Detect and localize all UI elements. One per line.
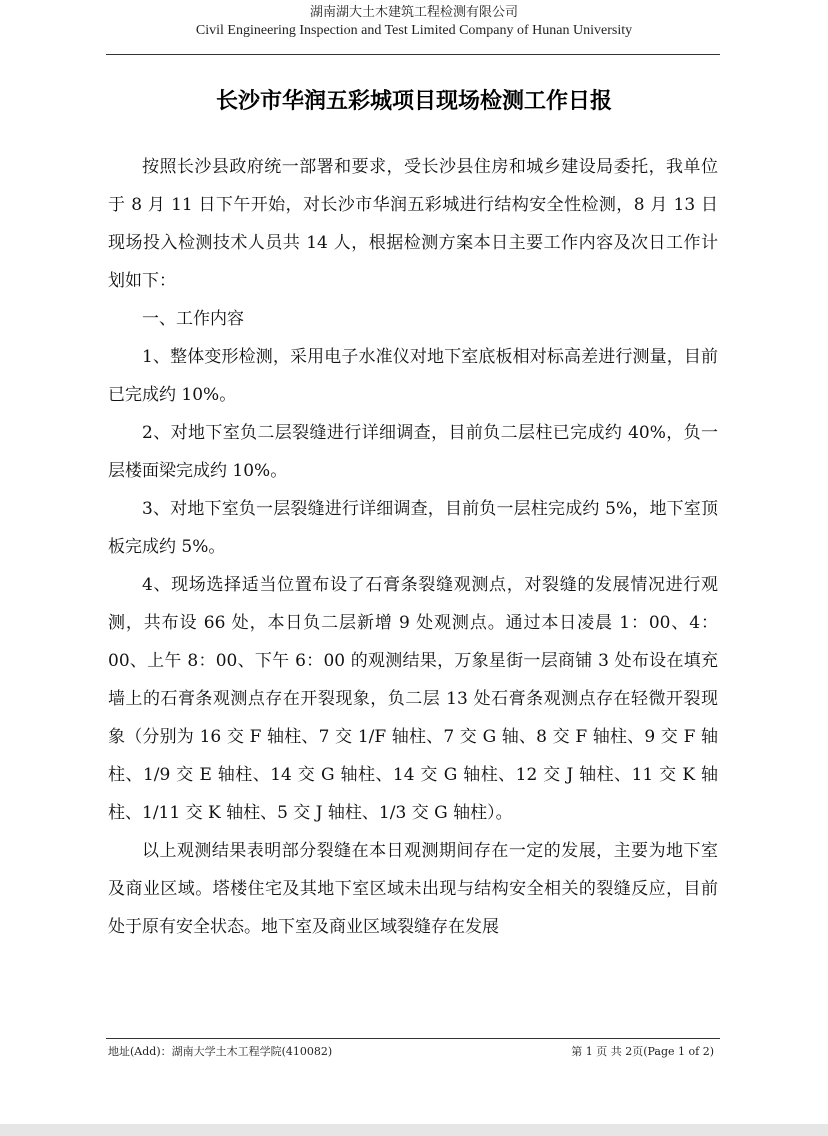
header-divider	[106, 54, 720, 55]
paragraph-item-2: 2、对地下室负二层裂缝进行详细调查，目前负二层柱已完成约 40%，负一层楼面梁完成约 10%。	[108, 423, 718, 481]
page-bottom-edge	[0, 1124, 828, 1136]
paragraph-conclusion: 以上观测结果表明部分裂缝在本日观测期间存在一定的发展，主要为地下室及商业区域。塔楼住宅及其地下室区域未出现与结构安全相关的裂缝反应，目前处于原有安全状态。地下室及商业区域裂缝存在发展	[108, 841, 718, 937]
paragraph-item-1: 1、整体变形检测，采用电子水准仪对地下室底板相对标高差进行测量，目前已完成约 10%。	[108, 347, 718, 405]
paragraph-item-3: 3、对地下室负一层裂缝进行详细调查，目前负一层柱完成约 5%，地下室顶板完成约 5%。	[108, 499, 718, 557]
company-name-en: Civil Engineering Inspection and Test Limited Company of Hunan University	[195, 23, 633, 38]
company-name-cn: 湖南湖大土木建筑工程检测有限公司	[309, 5, 518, 20]
footer-page-number: 第 1 页 共 2页(Page 1 of 2)	[571, 1045, 714, 1058]
document-title: 长沙市华润五彩城项目现场检测工作日报	[215, 88, 612, 114]
document-body	[108, 148, 718, 946]
footer-divider	[106, 1038, 720, 1039]
footer-address: 地址(Add)：湖南大学土木工程学院(410082)	[108, 1045, 333, 1058]
paragraph-intro: 按照长沙县政府统一部署和要求，受长沙县住房和城乡建设局委托，我单位于 8 月 11 日下午开始，对长沙市华润五彩城进行结构安全性检测，8 月 13 日现场投入检测技术人员共 14 人，根据检测方案本日主要工作内容及次日工作计划如下：	[108, 157, 718, 291]
paragraph-item-4: 4、现场选择适当位置布设了石膏条裂缝观测点，对裂缝的发展情况进行观测，共布设 66 处，本日负二层新增 9 处观测点。通过本日凌晨 1：00、4：00、上午 8：00、下午 6：00 的观测结果，万象星街一层商铺 3 处布设在填充墙上的石膏条观测点存在开裂现象，负二层 13 处石膏条观测点存在轻微开裂现象（分别为 16 交 F 轴柱、7 交 1/F 轴柱、7 交 G 轴、8 交 F 轴柱、9 交 F 轴柱、1/9 交 E 轴柱、14 交 G 轴柱、14 交 G 轴柱、12 交 J 轴柱、11 交 K 轴柱、1/11 交 K 轴柱、5 交 J 轴柱、1/3 交 G 轴柱）。	[108, 575, 718, 823]
section-heading-work-content: 一、工作内容	[142, 309, 244, 329]
